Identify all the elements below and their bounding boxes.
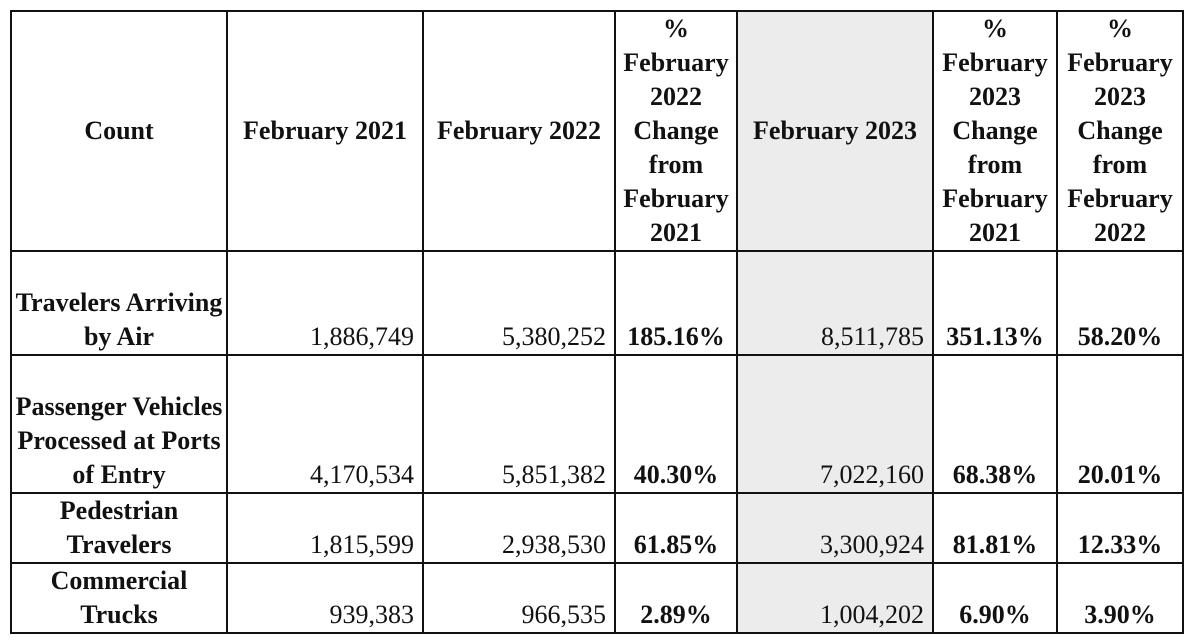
- row-label: Travelers Arriving by Air: [11, 251, 227, 355]
- header-count: Count: [11, 11, 227, 251]
- cell-february-2021: 4,170,534: [227, 355, 423, 493]
- table-row: [11, 251, 1183, 355]
- cell-change-2023-vs-2021: 81.81%: [933, 493, 1057, 563]
- header-row: [11, 11, 1183, 251]
- row-label: Commercial Trucks: [11, 563, 227, 633]
- header-change-2023-vs-2022: % February 2023 Change from February 2022: [1057, 11, 1183, 251]
- cell-february-2022: 966,535: [423, 563, 615, 633]
- row-label: Pedestrian Travelers: [11, 493, 227, 563]
- cell-february-2021: 939,383: [227, 563, 423, 633]
- cell-change-2022-vs-2021: 40.30%: [615, 355, 737, 493]
- cell-february-2022: 2,938,530: [423, 493, 615, 563]
- header-february-2023: February 2023: [737, 11, 933, 251]
- header-february-2022: February 2022: [423, 11, 615, 251]
- cell-change-2023-vs-2022: 3.90%: [1057, 563, 1183, 633]
- cell-february-2023: 8,511,785: [737, 251, 933, 355]
- cell-february-2021: 1,886,749: [227, 251, 423, 355]
- cell-change-2023-vs-2022: 20.01%: [1057, 355, 1183, 493]
- cell-february-2023: 3,300,924: [737, 493, 933, 563]
- cell-change-2022-vs-2021: 2.89%: [615, 563, 737, 633]
- cell-february-2022: 5,851,382: [423, 355, 615, 493]
- border-crossing-counts-table: [10, 10, 1184, 634]
- cell-change-2023-vs-2021: 68.38%: [933, 355, 1057, 493]
- cell-change-2022-vs-2021: 185.16%: [615, 251, 737, 355]
- cell-february-2022: 5,380,252: [423, 251, 615, 355]
- cell-change-2023-vs-2022: 58.20%: [1057, 251, 1183, 355]
- table-row: [11, 355, 1183, 493]
- table-row: [11, 563, 1183, 633]
- row-label: Passenger Vehicles Processed at Ports of Entry: [11, 355, 227, 493]
- cell-change-2023-vs-2022: 12.33%: [1057, 493, 1183, 563]
- cell-change-2023-vs-2021: 351.13%: [933, 251, 1057, 355]
- table-row: [11, 493, 1183, 563]
- header-change-2023-vs-2021: % February 2023 Change from February 2021: [933, 11, 1057, 251]
- cell-change-2022-vs-2021: 61.85%: [615, 493, 737, 563]
- cell-february-2021: 1,815,599: [227, 493, 423, 563]
- cell-february-2023: 1,004,202: [737, 563, 933, 633]
- cell-change-2023-vs-2021: 6.90%: [933, 563, 1057, 633]
- header-february-2021: February 2021: [227, 11, 423, 251]
- header-change-2022-vs-2021: % February 2022 Change from February 2021: [615, 11, 737, 251]
- cell-february-2023: 7,022,160: [737, 355, 933, 493]
